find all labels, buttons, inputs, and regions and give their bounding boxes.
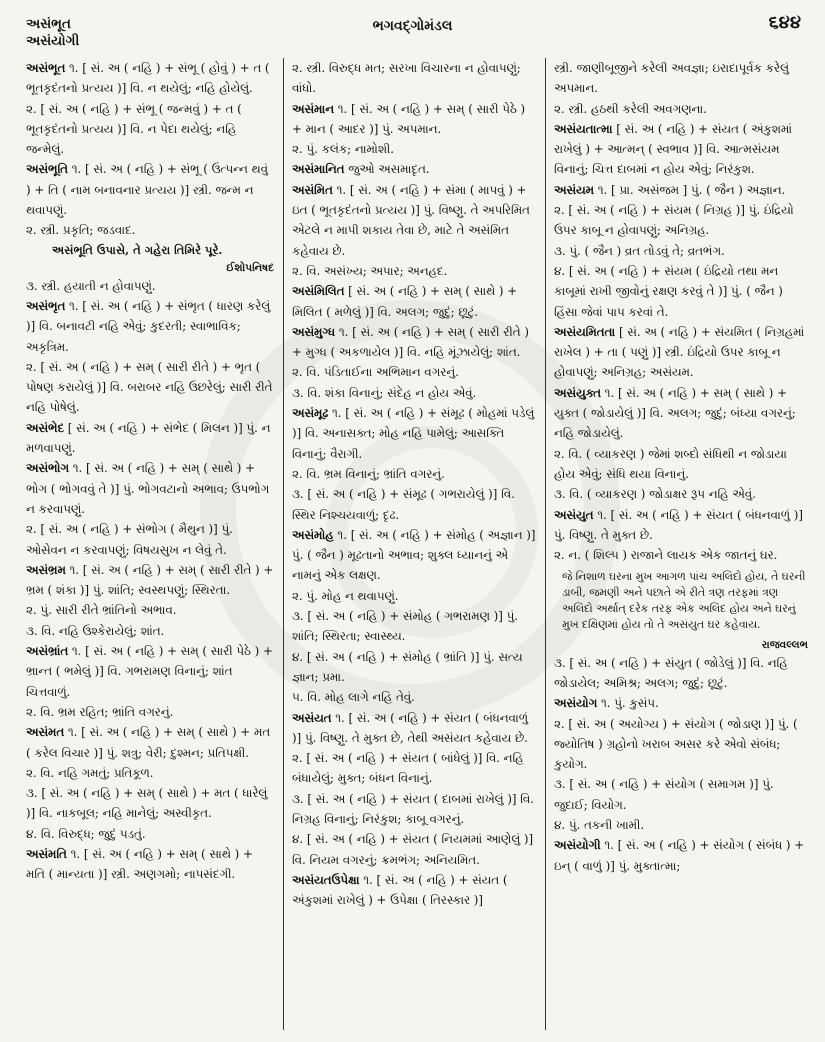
headword: અસંભૃત [26,298,66,313]
sense-definition: ૪. [ સં. અ ( નહિ ) + સંયમ ( ઇંદ્રિયો તથા મન કાબૂમાં રાખી જીવોનું રક્ષણ કરવું તે )] પું. ( જૈન ) હિંસા જેવાં પાપ કરવાં તે. [554,263,783,319]
headword: અસંમાન [292,101,335,116]
sense-definition: ૩. [ સં. અ ( નહિ ) + સમ્ ( સાથે ) + મત ( ધારેલું )] વિ. નાકબૂલ; નહિ માનેલું; અસ્વીકૃત. [26,786,268,821]
sense-definition: ૨. [ સં. અ ( નહિ ) + સંયત ( બાંધેલું )] વિ. નહિ બંધાયેલું; મુક્ત; બંધન વિનાનું. [292,751,524,786]
sense-definition: ૨. સ્ત્રી. હઠથી કરેલી અવગણના. [554,101,707,116]
definition-text: ૧. [ સં. અ ( નહિ ) + સંભૂ ( ઉત્પન્ન થવું ) + તિ ( નામ બનાવનાર પ્રત્યય )] સ્ત્રી. જન્મ ન થવાપણું. [26,162,268,218]
sense-definition: ૨. વિ. નહિ ગમતું; પ્રતિકૂળ. [26,765,154,780]
headword: અસંયતાત્મા [554,121,613,136]
sense-definition: ૪. વિ. વિરુદ્ધ; જુદું પડતું. [26,826,146,841]
column-2 [292,58,536,1033]
sense-definition: ૨. વિ. ( વ્યાકરણ ) જેમાં શબ્દો સંધિથી ન જોડાયા હોય એવું; સંધિ થયા વિનાનું. [554,446,787,481]
definition-text: ૧. [ સં. અ ( નહિ ) + સંમૂઢ ( મોહમાં પડેલું )] વિ. અનાસક્ત; મોહ નહિ પામેલું; આસક્તિ વિનાનું; વૈરાગી. [292,406,535,461]
headword: અસંમતિ [26,846,67,861]
sense-definition: ૨. પું. મોહ ન થવાપણું. [292,588,399,603]
dictionary-entry [292,708,536,749]
headword: અસંભ્રમ [26,562,66,577]
dictionary-entry [26,159,274,220]
dictionary-entry [292,159,536,179]
definition-text: ૧. [ સં. અ ( નહિ ) + સંયોગ ( સંબંધ ) + ઇન્ ( વાળું )] પું. મુક્તાત્મા; [554,838,805,873]
headword: અસંમૂઢ [292,406,329,421]
dictionary-entry [26,560,274,601]
dictionary-entry [554,693,808,713]
sense-definition: ૨. [ સં. અ ( નહિ ) + સંભૂ ( જન્મવું ) + ત ( ભૂતકૃદંતનો પ્રત્યય )] વિ. ન પેદા થયેલું; નહિ જન્મેલું. [26,101,242,157]
headword: અસંયુત [554,507,594,522]
dictionary-entry [292,281,536,322]
dictionary-entry [554,835,808,876]
sense-definition: ૪. [ સં. અ ( નહિ ) + સંમોહ ( ભ્રાંતિ )] પું. સત્ય જ્ઞાન; પ્રમા. [292,649,523,684]
sense-definition: ૩. પું. ( જૈન ) વ્રત તોડવું તે; વ્રતભંગ. [554,243,725,258]
dictionary-entry [26,296,274,357]
definition-text: ૧. [ સં. અ ( નહિ ) + સમ્ ( સારી રીતે ) + ભ્રમ ( શંકા )] પું. શાંતિ; સ્વસ્થપણું; સ્થિરતા. [26,562,274,598]
column-divider-2 [545,58,546,1030]
sense-definition: ૨. સ્ત્રી. વિરુદ્ધ મત; સરખા વિચારના ન હોવાપણું; વાંધો. [292,61,521,96]
dictionary-entry [26,418,274,459]
sense-definition: ૩. [ સં. અ ( નહિ ) + સંમોહ ( ગભરામણ )] પું. શાંતિ; સ્થિરતા; સ્વાસ્થ્ય. [292,609,518,644]
sense-definition: ૩. વિ. ( વ્યાકરણ ) જોડાક્ષર રૂપ નહિ એવું. [554,487,756,502]
sense-definition: ૫. વિ. મોહ લાગે નહિ તેવું. [292,690,415,705]
quotation-source: રાજવલ્લભ [761,638,808,651]
definition-text: ૧. [ સં. અ ( નહિ ) + સંભૂ ( હોવું ) + ત ( ભૂતકૃદંતનો પ્રત્યય )] વિ. ન થયેલું; નહિ હોયેલું. [26,61,270,96]
page-number: ૬૪૪ [768,12,801,33]
dictionary-entry [26,58,274,99]
sense-definition: સ્ત્રી. જાણીબૂજીને કરેલી અવજ્ઞા; ઇરાદાપૂર્વક કરેલું અપમાન. [554,61,789,96]
sense-definition: ૩. વિ. નહિ ઉશ્કેરાયેલું; શાંત. [26,623,165,638]
headword: અસંભોગ [26,461,69,476]
headword: અસંમિલિત [292,284,345,299]
headword: અસંયત [292,710,332,725]
headword: અસંયોગ [554,696,598,711]
column-3 [554,58,808,1033]
definition-text: ૧. [ સં. અ ( નહિ ) + સંમા ( માપવું ) + ઇત ( ભૂતકૃદંતનો પ્રત્યય )] પું. વિષ્ણુ. તે અપરિમિત એટલે ન માપી શકાય તેવા છે, માટે તે અસંમિત કહેવાય છે. [292,182,530,258]
definition-text: ૧. [ સં. અ ( નહિ ) + સમ્ ( સારી પેઠે ) + માન ( આદર )] પું. અપમાન. [292,101,526,136]
definition-text: [ સં. અ ( નહિ ) + સંભેદ ( મિલન )] પું. ન મળવાપણું. [26,420,271,456]
headword: અસંયોગી [554,838,601,853]
headword: અસંમોહ [292,527,334,542]
sense-definition: ૨. [ સં. અ ( નહિ ) + સમ્ ( સારી રીતે ) + ભૃત ( પોષણ કરાયેલું )] વિ. બરાબર નહિ ઉછરેલું; સારી રીતે નહિ પોષેલું. [26,359,273,415]
quotation-source: ઈશોપનિષદ [226,261,274,274]
definition-text: ૧. [ સં. અ ( નહિ ) + સમ્ ( સારી પેઠે ) + ભ્રાન્ત ( ભમેલું )] વિ. ગભરામણ વિનાનું; શાંત ચિત્તવાળું. [26,644,273,699]
dictionary-entry [292,870,536,911]
sense-definition: ૩. વિ. શંકા વિનાનું; સંદેહ ન હોય એવું. [292,385,477,400]
sense-definition: ૨. ન. ( શિલ્પ ) રાજાને લાયક એક જાતનું ઘર. [554,548,778,563]
guide-word-last: અસંયોગી [26,33,80,49]
definition-text: ૧. [ સં. અ ( નહિ ) + સંમોહ ( અજ્ઞાન )] પું. ( જૈન ) મૂઢતાનો અભાવ; શુક્લ ધ્યાનનું એ નામનું એક લક્ષણ. [292,527,536,583]
definition-text: ૧. [ સં. અ ( નહિ ) + સમ્ ( સાથે ) + ભોગ ( ભોગવવું તે )] પું. ભોગવટાનો અભાવ; ઉપભોગ ન કરવાપણું. [26,461,270,516]
sense-definition: ૨. [ સં. અ ( નહિ ) + સંભોગ ( મૈથુન )] પું. ઓસેવન ન કરવાપણું; વિષયસુખ ન લેવું તે. [26,522,233,557]
column-divider-1 [283,58,284,1030]
dictionary-entry [26,458,274,519]
dictionary-entry [292,525,536,586]
sense-definition: ૨. સ્ત્રી. પ્રકૃતિ; જડવાદ. [26,223,136,238]
sense-definition: ૩. [ સં. અ ( નહિ ) + સંયુત ( જોડેલું )] વિ. નહિ જોડાયેલ; અમિશ્ર; અલગ; જુદું; છૂટું. [554,655,788,690]
sense-definition: ૨. વિ. ભ્રમ રહિત; ભ્રાંતિ વગરનું. [26,704,174,719]
note-paragraph: જે નિશાળ ઘરના મુખ આગળ પાંચ અલિંદો હોય, તે ઘરની ડાબી, જમણી અને પછાતે એ રીતે ત્રણ તરફમાં ત્રણ અલિંદો અર્થાત્ દરેક તરફ એક અલિંદ હોય અને ઘરનું મુખ દક્ષિણમાં હોય તો તે અસંયુત ઘર કહેવાય. [562,570,806,631]
column-1 [26,58,274,1033]
sense-definition: ૪. પું. તકની ખામી. [554,817,645,832]
sense-definition: ૨. વિ. અસંખ્ય; અપાર; અનહદ. [292,263,448,278]
dictionary-entry [554,180,808,200]
sense-definition: ૨. પું. કલંક; નામોશી. [292,142,395,157]
definition-text: [ સં. અ ( નહિ ) + સમ્ ( સાથે ) + મિલિત ( મળેલું )] વિ. અલગ; જુદું; છૂટું. [292,284,518,319]
headword: અસંભૂત [26,61,66,75]
dictionary-entry [292,99,536,140]
dictionary-entry [26,641,274,702]
headword: અસંભૂતિ [26,162,68,177]
guide-word-first: અસંભૂત [26,16,71,32]
quotation-line: અસંભૂતિ ઉપાસે, તે ગહેરા તિમિરે પૂરે. [52,242,223,257]
sense-definition: ૨. વિ. પંડિતાઈના અભિમાન વગરનું. [292,365,459,380]
definition-text: ૧. [ સં. અ ( નહિ ) + સંભૃત ( ધારણ કરેલું )] વિ. બનાવટી નહિ એવું; કુદરતી; સ્વાભાવિક; અકૃત્રિમ. [26,298,271,354]
definition-text: ૧. [ સં. અ ( નહિ ) + સમ્ ( સાથે ) + મત ( કરેલ વિચાર )] પું. શત્રુ; વેરી; દુશ્મન; પ્રતિપક્ષી. [26,725,271,760]
dictionary-entry [292,322,536,363]
book-title: ભગવદ્ગોમંડલ [372,18,453,34]
dictionary-entry [554,383,808,444]
headword: અસંયુક્ત [554,385,601,400]
definition-text: [ સં. અ ( નહિ ) + સંયત ( અંકુશમાં રાખેલું ) + આત્મન્ ( સ્વભાવ )] વિ. આત્મસંયમ વિનાનું; ચિત્ત દાબમાં ન હોય એવું; નિરંકુશ. [554,121,793,177]
headword: અસંમુગ્ધ [292,324,336,339]
headword: અસંમત [26,725,65,740]
dictionary-entry [26,844,274,885]
headword: અસંભ્રાંત [26,644,69,659]
definition-text: ૧. [ સં. અ ( નહિ ) + સંયત ( અંકુશમાં રાખેલું ) + ઉપેક્ષા ( તિરસ્કાર )] [292,872,508,908]
definition-text: ૧. [ પ્રા. અસંજમ ] પું. ( જૈન ) અજ્ઞાન. [597,182,786,197]
dictionary-entry [292,403,536,464]
sense-definition: ૨. પું. સારી રીતે ભ્રાંતિનો અભાવ. [26,603,177,618]
sense-definition: ૩. [ સં. અ ( નહિ ) + સંયત ( દાબમાં રાખેલું )] વિ. નિગ્રહ વિનાનું; નિરંકુશ; કાબૂ વગરનું. [292,791,535,826]
headword: અસંયમિતતા [554,324,616,339]
definition-text: ૧. [ સં. અ ( નહિ ) + સંયત ( બંધનવાળું )] પું. વિષ્ણુ. તે મુક્ત છે, તેથી અસંયત કહેવાય છે. [292,710,528,745]
dictionary-entry [554,322,808,383]
headword: અસંયતઉપેક્ષા [292,872,360,887]
headword: અસંમિત [292,182,333,197]
sense-definition: ૨. વિ. ભ્રમ વિનાનું; ભ્રાંતિ વગરનું. [292,466,445,481]
sense-definition: ૪. [ સં. અ ( નહિ ) + સંયત ( નિયમમાં આણેલું )] વિ. નિયમ વગરનું; ક્રમભંગ; અનિયમિત. [292,832,534,867]
definition-text: ૧. [ સં. અ ( નહિ ) + સમ્ ( સારી રીતે ) + મુગ્ધ ( અકળાયેલ )] વિ. નહિ મૂંઝાયેલું; શાંત. [292,324,529,360]
definition-text: ૧. [ સં. અ ( નહિ ) + સંયત ( બંધનવાળું )] પું. વિષ્ણુ. તે મુક્ત છે. [554,507,803,542]
headword: અસંભેદ [26,420,65,435]
headword: અસંયમ [554,182,594,197]
definition-text: ૧. પું. કુસંપ. [600,696,659,711]
definition-text: જુઓ અસમાદૃત. [348,162,430,177]
sense-definition: ૨. [ સં. અ ( અયોગ્ય ) + સંયોગ ( જોડાણ )] પું. ( જ્યોતિષ ) ગ્રહોનો ખરાબ અસર કરે એવો સંબંધ; કુયોગ. [554,716,798,772]
dictionary-entry [292,180,536,261]
definition-text: ૧. [ સં. અ ( નહિ ) + સમ્ ( સાથે ) + યુક્ત ( જોડાયેલું )] વિ. અલગ; જુદું; બંધ્યા વગરનું; નહિ જોડાયેલું. [554,385,796,441]
sense-definition: ૩. [ સં. અ ( નહિ ) + સંયોગ ( સમાગમ )] પું. જુદાઈ; વિયોગ. [554,777,774,812]
sense-definition: ૨. [ સં. અ ( નહિ ) + સંયમ ( નિગ્રહ )] પું. ઇંદ્રિયો ઉપર કાબૂ ન હોવાપણું; અનિગ્રહ. [554,203,794,238]
sense-definition: ૩. [ સં. અ ( નહિ ) + સંમૂઢ ( ગભરાયેલું )] વિ. સ્થિર નિશ્ચયવાળું; દૃઢ. [292,487,515,522]
definition-text: ૧. [ સં. અ ( નહિ ) + સમ્ ( સાથે ) + મતિ ( માન્યતા )] સ્ત્રી. અણગમો; નાપસંદગી. [26,846,253,882]
headword: અસંમાનિત [292,162,345,177]
dictionary-entry [554,505,808,546]
dictionary-entry [554,119,808,180]
sense-definition: ૩. સ્ત્રી. હયાતી ન હોવાપણું. [26,278,156,293]
dictionary-entry [26,722,274,763]
definition-text: [ સં. અ ( નહિ ) + સંયમિત ( નિગ્રહમાં રાખેલ ) + તા ( પણું )] સ્ત્રી. ઇંદ્રિયો ઉપર કાબૂ ન હોવાપણું; અનિગ્રહ; અસંયમ. [554,324,805,380]
